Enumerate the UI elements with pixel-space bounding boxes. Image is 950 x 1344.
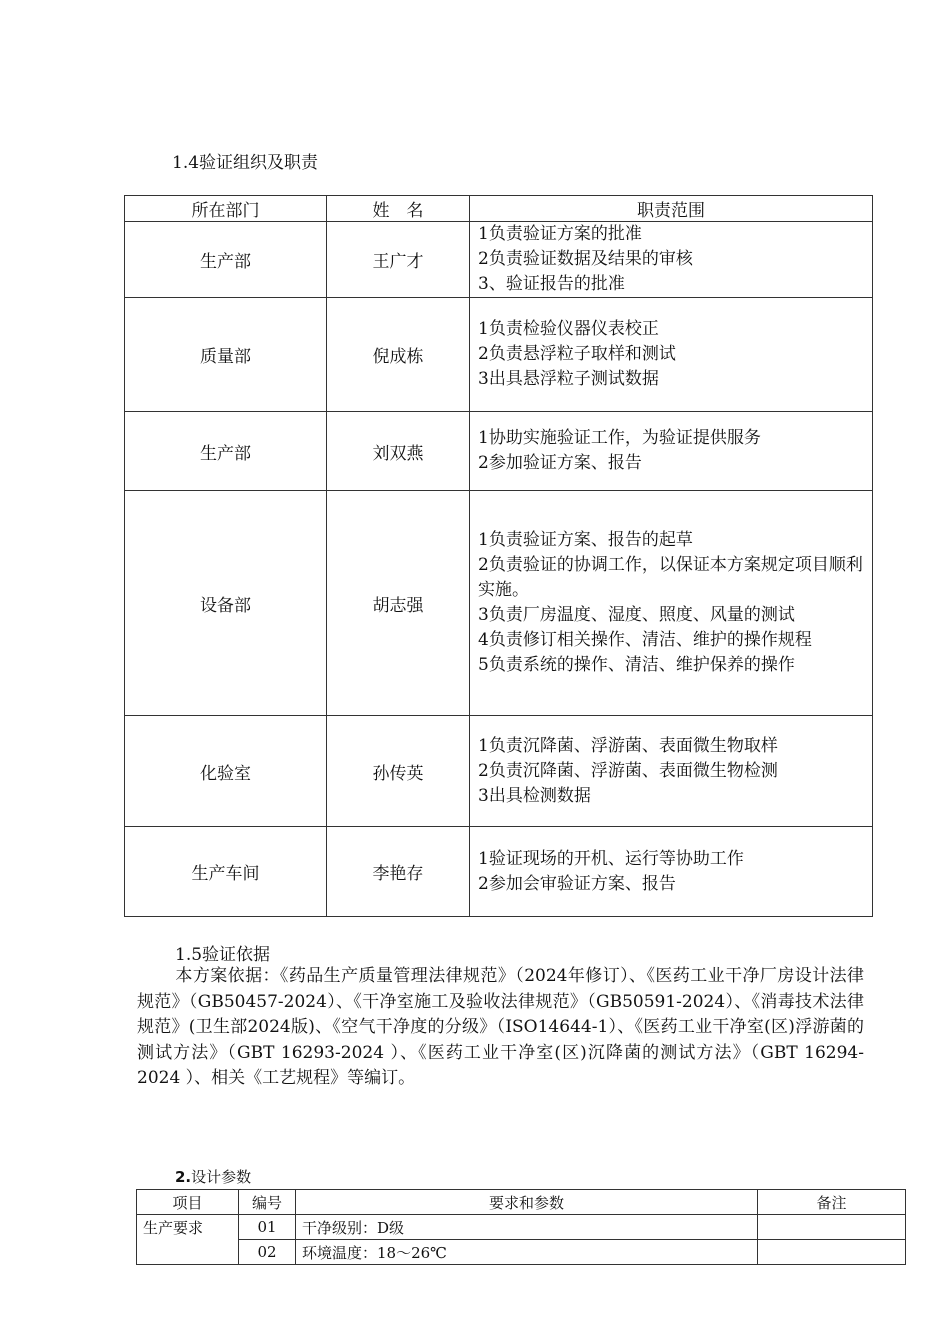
duty-line: 1协助实施验证工作，为验证提供服务 xyxy=(478,428,761,448)
group-label-cell: 生产要求 xyxy=(137,1215,239,1265)
duty-line: 3出具检测数据 xyxy=(478,785,591,806)
table-row xyxy=(125,716,873,827)
section-1-5-title: 1.5验证依据 xyxy=(175,945,271,965)
design-parameter-table xyxy=(136,1189,906,1265)
table-row xyxy=(125,827,873,917)
duty-line: 2负责悬浮粒子取样和测试 xyxy=(478,344,676,364)
table-header-row xyxy=(125,196,873,222)
basis-text: 本方案依据：《药品生产质量管理法律规范》（2024年修订）、《医药工业干净厂房设计法律规范》（GB50457-2024）、《干净室施工及验收法律规范》（GB50591-2024）、《消毒技术法律规范》(卫生部2024版)、《空气干净度的分级》（ISO14644-1）、《医药工业干净室(区)浮游菌的测试方法》（GBT 16293-2024 ）、《医药工业干净室(区)沉降菌的测试方法》（GBT 16294-2024 ）、相关《工艺规程》等编订。 xyxy=(137,966,864,1088)
remark-cell xyxy=(758,1215,906,1240)
person-name-cell: 倪成栋 xyxy=(327,298,470,412)
table-row xyxy=(125,298,873,412)
header-requirement: 要求和参数 xyxy=(296,1190,758,1215)
table-row xyxy=(125,222,873,298)
duty-line: 3、验证报告的批准 xyxy=(478,274,625,294)
department-cell: 质量部 xyxy=(125,298,327,412)
org-responsibility-table xyxy=(124,195,873,917)
duties-cell xyxy=(470,298,873,412)
duties-cell xyxy=(470,491,873,716)
header-item: 项目 xyxy=(137,1190,239,1215)
header-department: 所在部门 xyxy=(125,196,327,222)
section-1-4-title: 1.4验证组织及职责 xyxy=(172,153,319,173)
duty-line: 1负责验证方案、报告的起草 xyxy=(478,530,693,550)
section-2-label: 设计参数 xyxy=(191,1168,252,1186)
duty-line: 5负责系统的操作、清洁、维护保养的操作 xyxy=(478,655,795,675)
duties-cell xyxy=(470,222,873,298)
duty-line: 2参加验证方案、报告 xyxy=(478,453,642,473)
duties-cell xyxy=(470,827,873,917)
duty-line: 1负责检验仪器仪表校正 xyxy=(478,319,659,339)
header-code: 编号 xyxy=(239,1190,296,1215)
duty-line: 3出具悬浮粒子测试数据 xyxy=(478,369,659,389)
table-row xyxy=(137,1240,906,1265)
duty-line: 2参加会审验证方案、报告 xyxy=(478,873,676,894)
person-name-cell: 胡志强 xyxy=(327,491,470,716)
duties-cell xyxy=(470,716,873,827)
department-cell: 生产部 xyxy=(125,222,327,298)
code-cell: 01 xyxy=(239,1215,296,1240)
duty-line: 2负责验证的协调工作，以保证本方案规定项目顺利实施。 xyxy=(478,555,863,600)
section-2-title xyxy=(175,1166,251,1187)
requirement-cell: 干净级别：D级 xyxy=(296,1215,758,1240)
header-duties: 职责范围 xyxy=(470,196,873,222)
department-cell: 化验室 xyxy=(125,716,327,827)
duty-line: 1验证现场的开机、运行等协助工作 xyxy=(478,848,744,869)
duties-cell xyxy=(470,412,873,491)
table-row xyxy=(125,491,873,716)
department-cell: 生产车间 xyxy=(125,827,327,917)
table-row xyxy=(137,1215,906,1240)
person-name-cell: 李艳存 xyxy=(327,827,470,917)
param-header-row xyxy=(137,1190,906,1215)
duty-line: 2负责验证数据及结果的审核 xyxy=(478,249,693,269)
remark-cell xyxy=(758,1240,906,1265)
duty-line: 1负责验证方案的批准 xyxy=(478,224,642,244)
duty-line: 3负责厂房温度、湿度、照度、风量的测试 xyxy=(478,605,795,625)
requirement-cell: 环境温度：18～26℃ xyxy=(296,1240,758,1265)
section-2-number: 2. xyxy=(175,1168,192,1186)
person-name-cell: 孙传英 xyxy=(327,716,470,827)
header-remark: 备注 xyxy=(758,1190,906,1215)
duty-line: 4负责修订相关操作、清洁、维护的操作规程 xyxy=(478,630,812,650)
duty-line: 2负责沉降菌、浮游菌、表面微生物检测 xyxy=(478,760,778,781)
basis-paragraph xyxy=(137,964,864,1092)
duty-line: 1负责沉降菌、浮游菌、表面微生物取样 xyxy=(478,735,778,756)
table-row xyxy=(125,412,873,491)
code-cell: 02 xyxy=(239,1240,296,1265)
department-cell: 生产部 xyxy=(125,412,327,491)
department-cell: 设备部 xyxy=(125,491,327,716)
header-name: 姓 名 xyxy=(327,196,470,222)
person-name-cell: 王广才 xyxy=(327,222,470,298)
person-name-cell: 刘双燕 xyxy=(327,412,470,491)
